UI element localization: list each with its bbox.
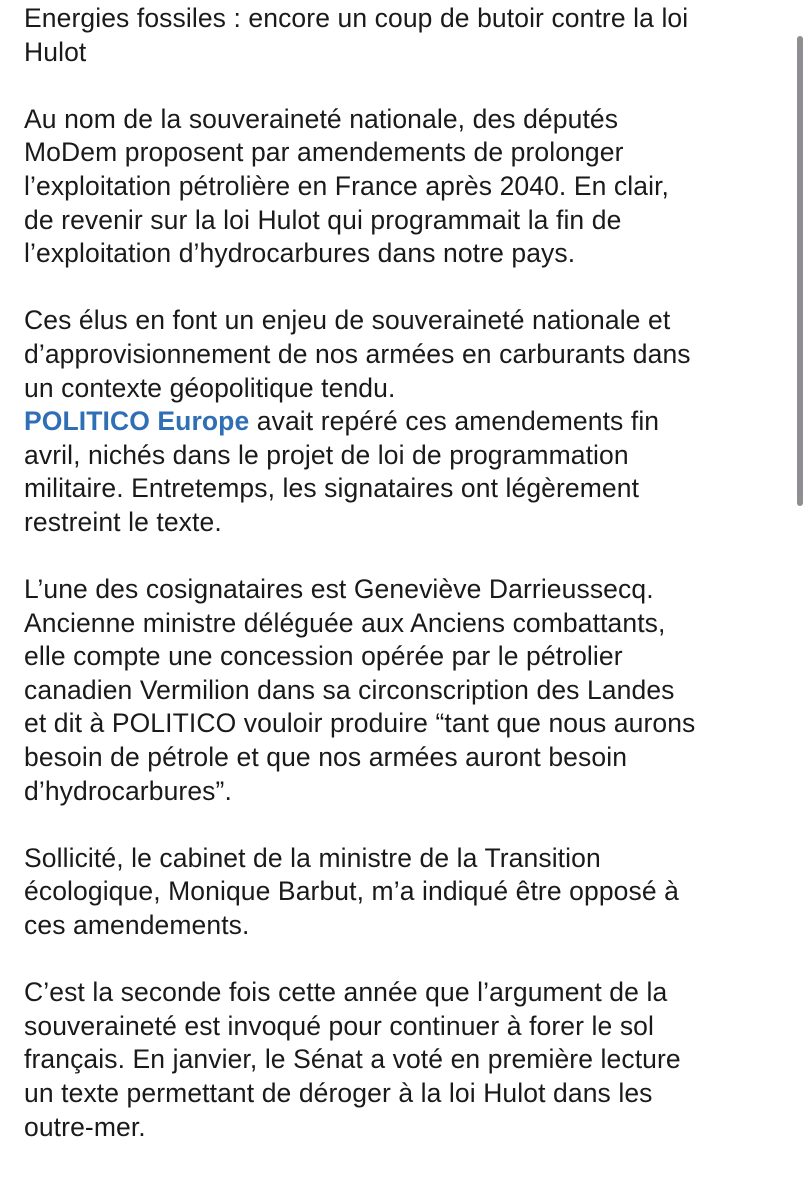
text-line: écologique, Monique Barbut, m’a indiqué être opposé à [24, 876, 679, 907]
text-line: Ancienne ministre déléguée aux Anciens combattants, [24, 607, 666, 638]
text-line: ces amendements. [24, 910, 250, 941]
text-line: Sollicité, le cabinet de la ministre de la Transition [24, 842, 601, 873]
text-line: et dit à POLITICO vouloir produire “tant que nous aurons [24, 708, 696, 739]
text-line: de revenir sur la loi Hulot qui programmait la fin de [24, 204, 622, 235]
paragraph-darrieussecq [24, 573, 784, 808]
text-line: besoin de pétrole et que nos armées auront besoin [24, 742, 628, 773]
text-line: restreint le texte. [24, 506, 222, 537]
title-line: Hulot [24, 36, 87, 67]
vertical-scrollbar[interactable] [794, 0, 808, 1200]
text-line: un texte permettant de déroger à la loi Hulot dans les [24, 1078, 653, 1108]
paragraph-sovereignty [24, 304, 784, 539]
text-line: d’hydrocarbures”. [24, 775, 232, 806]
post-body [24, 2, 784, 1178]
text-line: Ces élus en font un enjeu de souveraineté nationale et [24, 305, 671, 336]
text-line: l’exploitation pétrolière en France après 2040. En clair, [24, 170, 670, 201]
link-following-text: avait repéré ces amendements fin [249, 406, 660, 437]
text-line: un contexte géopolitique tendu. [24, 372, 396, 403]
text-line: militaire. Entretemps, les signataires ont légèrement [24, 473, 640, 504]
text-line: français. En janvier, le Sénat a voté en première lecture [24, 1044, 681, 1075]
scrollbar-thumb[interactable] [797, 36, 803, 506]
politico-europe-link[interactable]: POLITICO Europe [24, 406, 250, 437]
text-line: d’approvisionnement de nos armées en carburants dans [24, 338, 691, 369]
text-line: l’exploitation d’hydrocarbures dans notre pays. [24, 238, 576, 269]
text-line: C’est la seconde fois cette année que l’argument de la [24, 977, 668, 1008]
text-line: souveraineté est invoqué pour continuer à forer le sol [24, 1010, 654, 1041]
title-line: Energies fossiles : encore un coup de butoir contre la loi [24, 3, 689, 33]
text-line: MoDem proposent par amendements de prolonger [24, 137, 624, 168]
text-line: Au nom de la souveraineté nationale, des députés [24, 103, 619, 134]
text-line: canadien Vermilion dans sa circonscription des Landes [24, 674, 675, 705]
text-line: elle compte une concession opérée par le pétrolier [24, 641, 623, 672]
text-line: L’une des cosignataires est Geneviève Darrieussecq. [24, 574, 654, 605]
paragraph-senate [24, 976, 784, 1144]
post-title [24, 2, 784, 69]
text-line-with-link [24, 405, 784, 439]
text-line: avril, nichés dans le projet de loi de programmation [24, 439, 629, 470]
paragraph-intro [24, 103, 784, 271]
text-line: outre-mer. [24, 1111, 146, 1142]
paragraph-ministry [24, 842, 784, 943]
